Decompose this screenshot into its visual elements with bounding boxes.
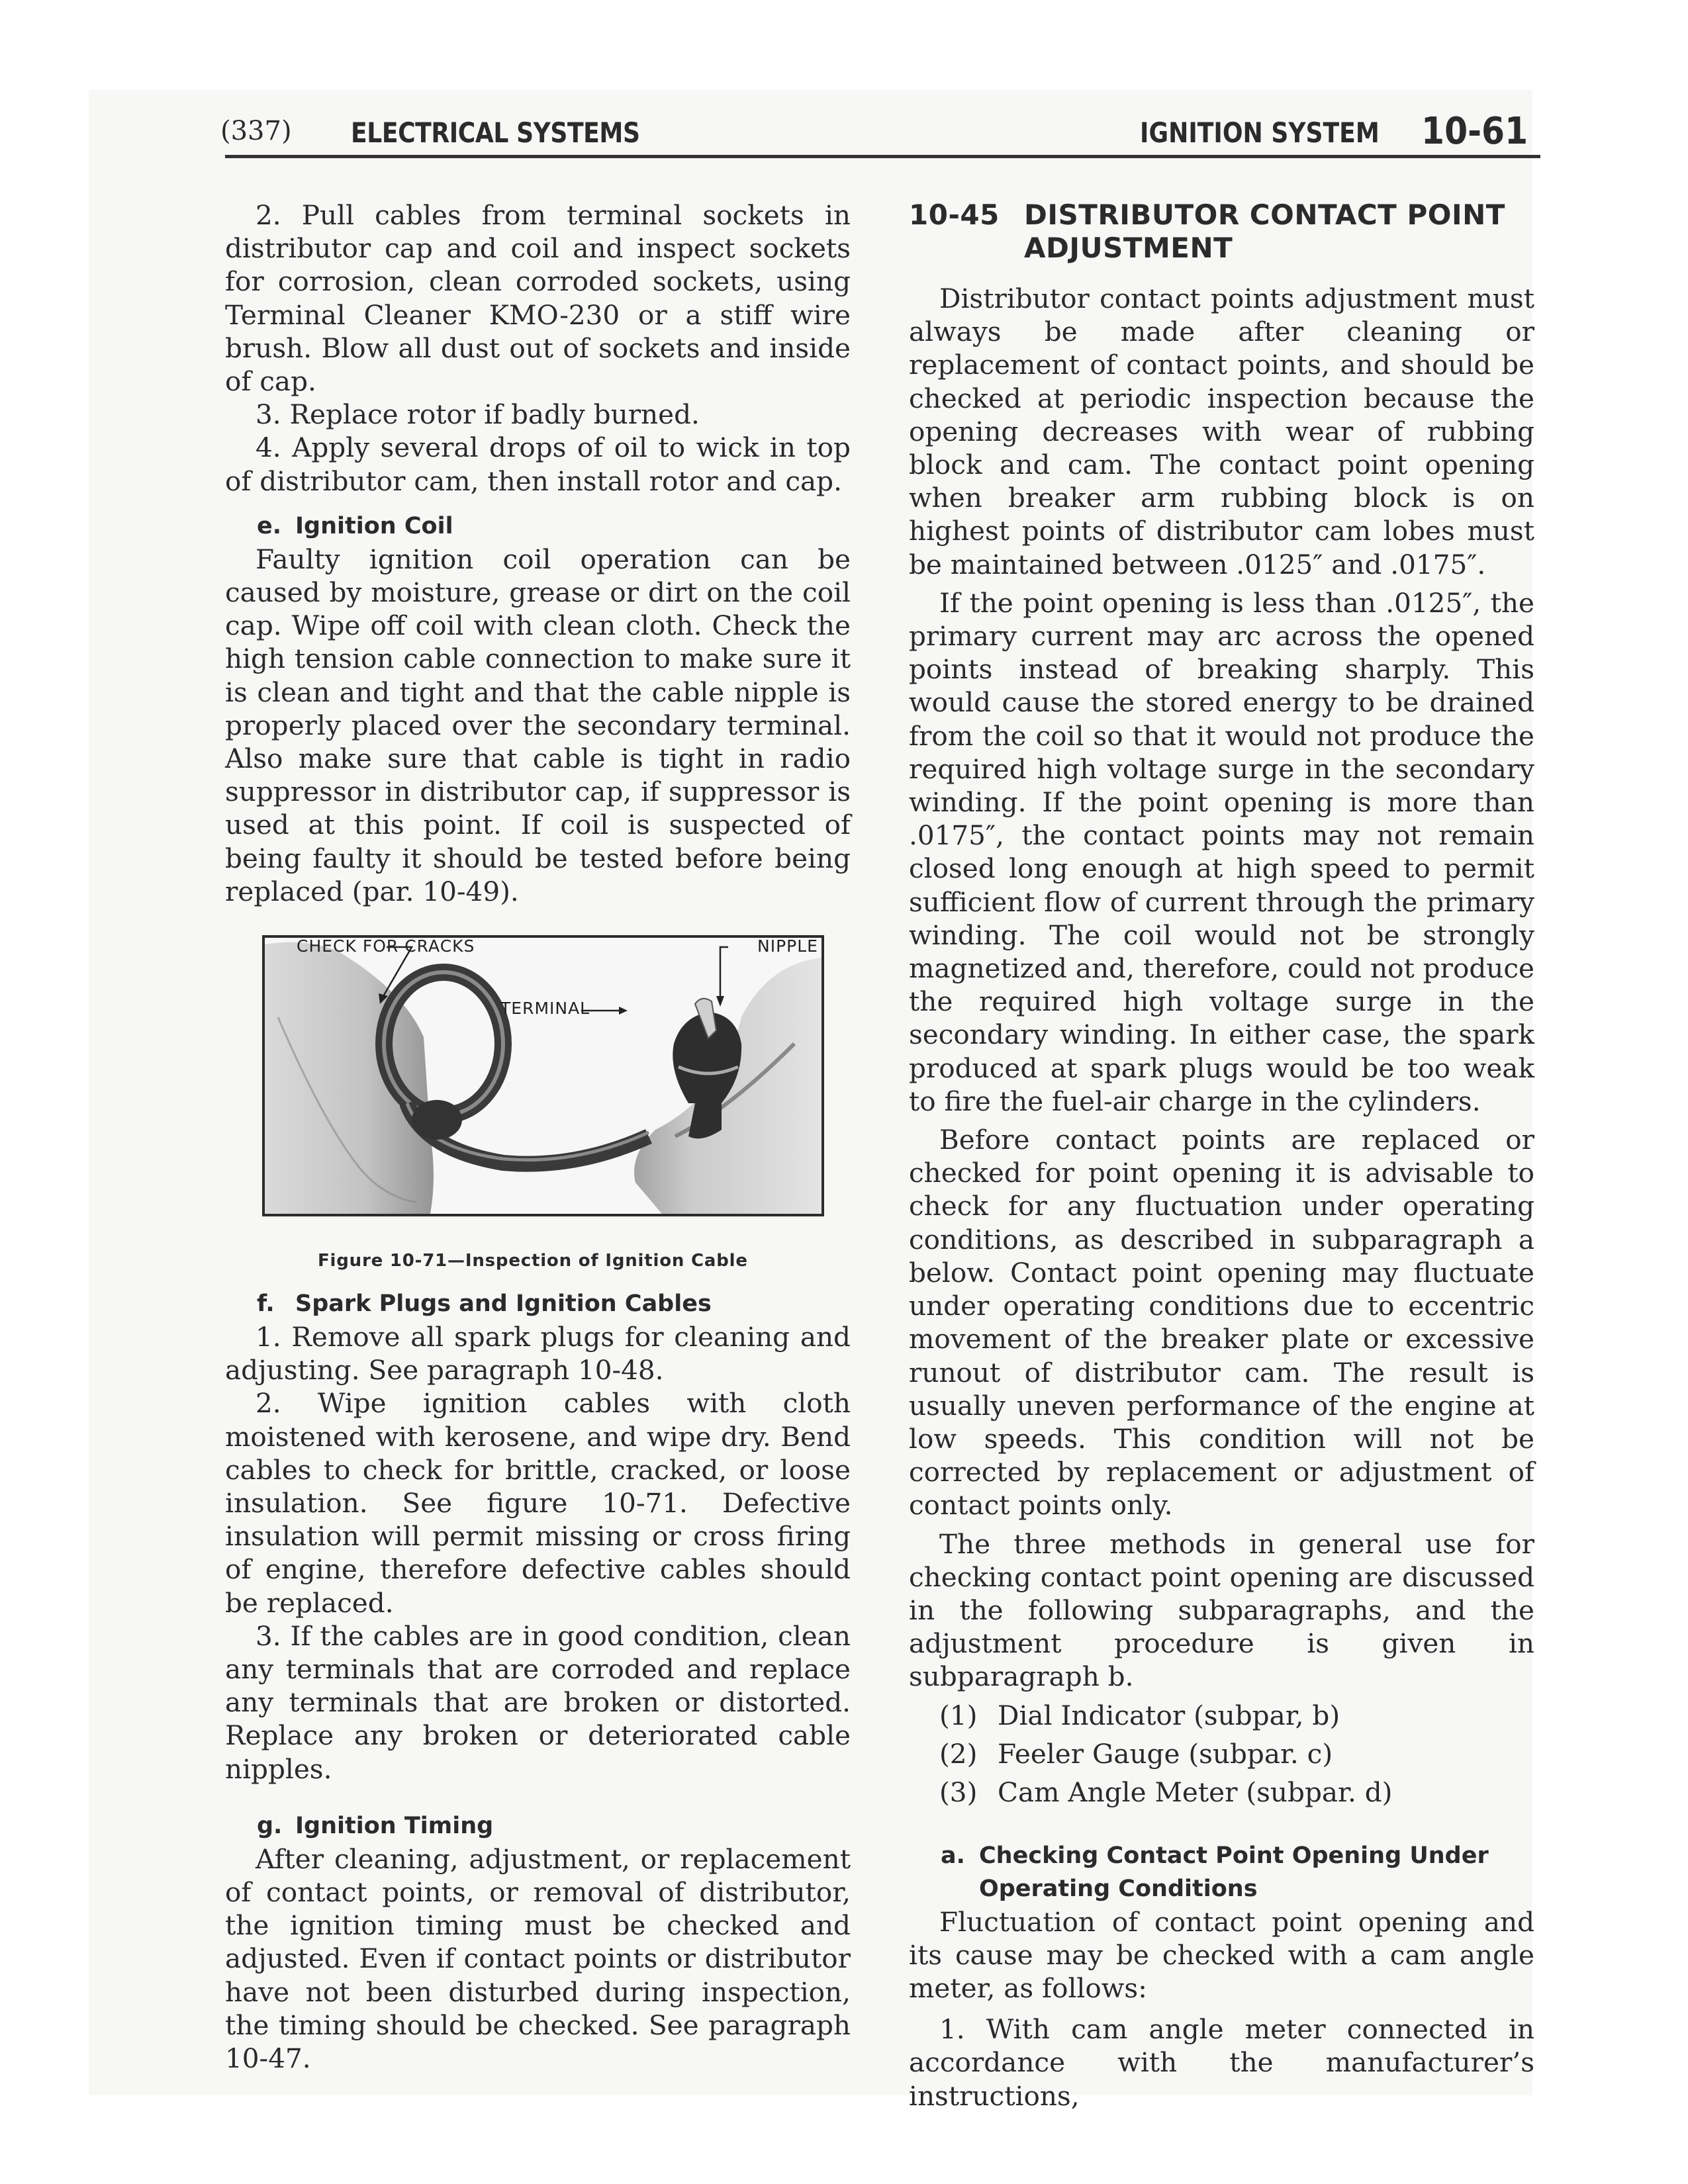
left-column [225, 199, 851, 908]
step-4-paragraph: 4. Apply several drops of oil to wick in top of distributor cam, then install rotor and cap. [225, 432, 851, 497]
right-column [909, 199, 1534, 2113]
point-opening-effects-paragraph: If the point opening is less than .0125″, the primary current may arc across the opened points instead of breaking sharply. This would cause the stored energy to be drained from the coil so that it would not produce the required high voltage surge in the secondary winding. If the point opening is more than .0175″, the contact points may not remain closed long enough at high speed to permit sufficient flow of current through the primary winding. The coil would not be strongly magnetized and, therefore, could not produce the required high voltage surge in the secondary winding. In either case, the spark produced at spark plugs would be too weak to fire the fuel-air charge in the cylinders. [909, 586, 1534, 1117]
fluctuation-paragraph: Before contact points are replaced or checked for point opening it is advisable to check for any fluctuation under operating conditions, as described in subparagraph a below. Contact point opening may fluctuate under operating conditions due to eccentric movement of the breaker plate or excessive runout of distributor cam. The result is usually uneven performance of the engine at low speeds. This condition will not be corrected by replacement or adjustment of contact points only. [909, 1124, 1534, 1522]
method-dial-indicator: (1) Dial Indicator (subpar, b) [939, 1699, 1340, 1731]
section-10-45-heading [909, 199, 1534, 265]
spark-plug-step-2: 2. Wipe ignition cables with cloth moistened with kerosene, and wipe dry. Bend cables to check for brittle, cracked, or loose insulation. See figure 10-71. Defective insulation will permit missing or cross firing of engine, therefore defective cables should be replaced. [225, 1387, 851, 1619]
subsection-title: Ignition Coil [295, 512, 453, 539]
ignition-cable-photo [265, 938, 821, 1214]
spark-plug-step-3: 3. If the cables are in good condition, clean any terminals that are corroded and replace any terminals that are broken or distorted. Replace any broken or deteriorated cable nipples. [225, 1619, 851, 1785]
subsection-label: e. [257, 512, 282, 539]
subsection-title-line1: Checking Contact Point Opening Under [979, 1842, 1489, 1869]
ignition-coil-paragraph: Faulty ignition coil operation can be caused by moisture, grease or dirt on the coil cap. Wipe off coil with clean cloth. Check the high tension cable connection to make sure it is clean and tight and that the cable nipple is properly placed over the secondary terminal. Also make sure that cable is tight in radio suppressor in distributor cap, if suppressor is used at this point. If coil is suspected of being faulty it should be tested before being replaced (par. 10-49). [225, 543, 851, 907]
header-rule [225, 155, 1540, 158]
subsection-e-heading [225, 510, 851, 543]
method-feeler-gauge: (2) Feeler Gauge (subpar. c) [939, 1737, 1333, 1770]
methods-intro-paragraph: The three methods in general use for checking contact point opening are discussed in the following subparagraphs, and the adjustment procedure is given in subparagraph b. [909, 1527, 1534, 1693]
figure-ignition-cable-illustration [262, 935, 824, 1216]
section-page-number: 10-61 [1421, 110, 1528, 153]
subsection-title: Ignition Timing [295, 1812, 494, 1839]
figure-caption: Figure 10-71—Inspection of Ignition Cable [318, 1251, 748, 1271]
cam-angle-step-1: 1. With cam angle meter connected in accordance with the manufacturer’s instructions, [909, 2013, 1534, 2112]
section-title: IGNITION SYSTEM [1140, 116, 1380, 149]
chapter-title: ELECTRICAL SYSTEMS [351, 116, 640, 149]
subsection-title: Spark Plugs and Ignition Cables [295, 1291, 712, 1317]
subsection-g-heading [225, 1809, 851, 1843]
callout-terminal: TERMINAL [500, 999, 590, 1018]
subsection-label: f. [257, 1291, 275, 1317]
subsection-f-heading [225, 1287, 851, 1320]
callout-check-for-cracks: CHECK FOR CRACKS [297, 936, 475, 956]
subsection-label: g. [257, 1812, 283, 1839]
callout-nipple: NIPPLE [757, 936, 818, 956]
subsection-title-line2: Operating Conditions [979, 1875, 1258, 1902]
section-heading-line2: ADJUSTMENT [1024, 232, 1233, 264]
step-2-paragraph: 2. Pull cables from terminal sockets in distributor cap and coil and inspect sockets for corrosion, clean corroded sockets, using Terminal Cleaner KMO-230 or a stiff wire brush. Blow all dust out of sockets and inside of cap. [225, 199, 851, 398]
page-number: (337) [220, 116, 292, 146]
spark-plug-step-1: 1. Remove all spark plugs for cleaning and adjusting. See paragraph 10-48. [225, 1321, 851, 1387]
ignition-timing-paragraph: After cleaning, adjustment, or replacement of contact points, or removal of distributor, the ignition timing must be checked and adjusted. Even if contact points or distributor have not been disturbed during inspection, the timing should be checked. See paragraph 10-47. [225, 1843, 851, 2075]
adjustment-intro-paragraph: Distributor contact points adjustment must always be made after cleaning or replacement of contact points, and should be checked at periodic inspection because the opening decreases with wear of rubbing block and cam. The contact point opening when breaker arm rubbing block is on highest points of distributor cam lobes must be maintained between .0125″ and .0175″. [909, 283, 1534, 580]
left-column-lower [225, 1287, 851, 2075]
method-cam-angle-meter: (3) Cam Angle Meter (subpar. d) [939, 1776, 1393, 1808]
subsection-a-heading [909, 1839, 1534, 1905]
section-number: 10-45 [909, 199, 1000, 231]
section-heading-line1: DISTRIBUTOR CONTACT POINT [1024, 199, 1505, 231]
cam-angle-check-paragraph: Fluctuation of contact point opening and its cause may be checked with a cam angle meter, as follows: [909, 1905, 1534, 2004]
subsection-label: a. [941, 1842, 965, 1869]
step-3-paragraph: 3. Replace rotor if badly burned. [256, 398, 700, 431]
